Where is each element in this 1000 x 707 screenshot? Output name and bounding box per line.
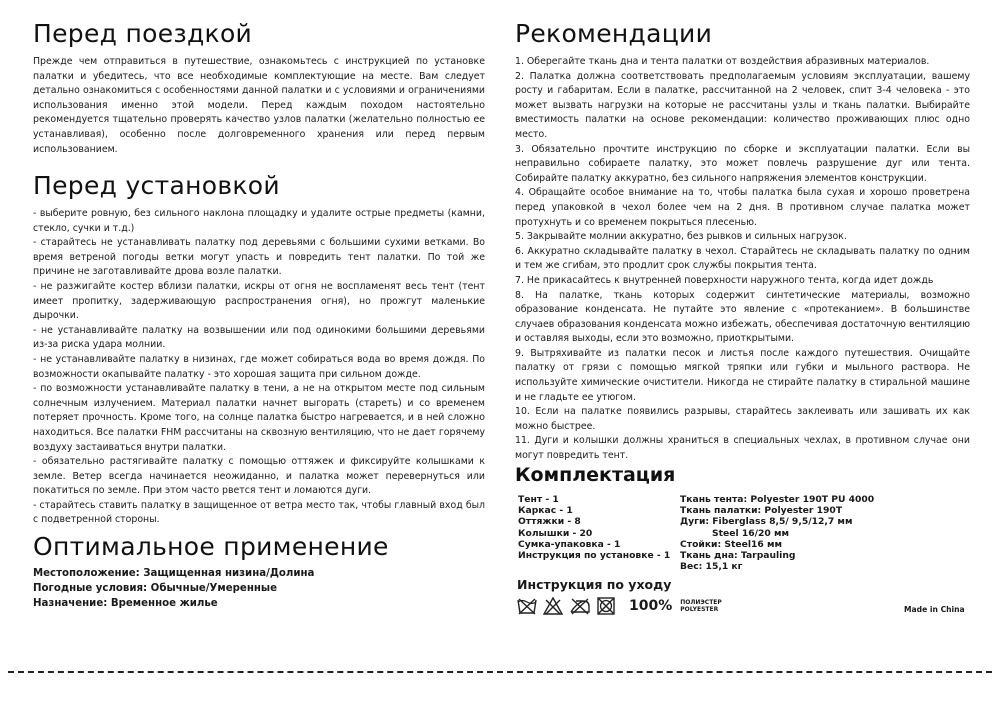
care-heading: Инструкция по уходу xyxy=(517,577,672,592)
no-iron-icon xyxy=(569,597,591,615)
kit-items-left xyxy=(518,494,670,561)
list-item: 1. Оберегайте ткань дна и тента палатки от воздействия абразивных материалов. xyxy=(515,56,930,67)
list-item: - не разжигайте костер вблизи палатки, искры от огня не воспламенят весь тент (тент имеет пропитку, задерживающую распространения огня), но прожгут маленькие дырочки. xyxy=(33,280,485,322)
kit-item: Сумка-упаковка - 1 xyxy=(518,538,621,550)
kit-spec: Дуги: Fiberglass 8,5/ 9,5/12,7 мм xyxy=(680,516,853,528)
material-percent: 100% xyxy=(629,598,673,614)
list-item: 8. На палатке, ткань которых содержит синтетические материалы, возможно образование конденсата. Не путайте это явление с «протеканием». В большинстве случаев образования конденсата можно избежать, обеспечивая достаточную вентиляцию и оставляя выходы, если это возможно, приоткрытыми. xyxy=(515,289,970,345)
list-item: 7. Не прикасайтесь к внутренней поверхности наружного тента, когда идет дождь xyxy=(515,274,934,286)
weather-line: Погодные условия: Обычные/Умеренные xyxy=(33,583,278,594)
kit-spec: Ткань дна: Tarpauling xyxy=(680,550,796,562)
kit-item: Колышки - 20 xyxy=(518,527,593,539)
kit-spec: Вес: 15,1 кг xyxy=(680,561,743,573)
list-item: 11. Дуги и колышки должны храниться в специальных чехлах, в противном случае они могут повредить тент. xyxy=(515,435,970,462)
kit-item: Оттяжки - 8 xyxy=(518,516,581,528)
list-item: - по возможности устанавливайте палатку в тени, а не на открытом месте под сильным солнечным излучением. Материал палатки начнет выгорать (стареть) и со временем потеряет прочность. Кроме того, на солнце палатка быстро нагревается, и в ней сложно находиться. Все палатки FHM рассчитаны на сквозную вентиляцию, что не дает горячему воздуху застаиваться внутри палатки. xyxy=(33,383,485,453)
list-item: - выберите ровную, без сильного наклона площадку и удалите острые предметы (камни, стекло, сучки и т.д.) xyxy=(33,208,485,234)
before-trip-heading: Перед поездкой xyxy=(33,19,253,48)
list-item: 6. Аккуратно складывайте палатку в чехол. Старайтесь не складывать палатку по одним и тем же сгибам, это продлит срок службы покрытия тента. xyxy=(515,245,970,272)
cut-line xyxy=(8,671,992,673)
list-item: - не устанавливайте палатку в низинах, где может собираться вода во время дождя. По возможности окапывайте палатку - это хорошая защита при сильном дожде. xyxy=(33,353,485,380)
optimal-use-heading: Оптимальное применение xyxy=(33,532,389,561)
kit-item: Каркас - 1 xyxy=(518,505,573,517)
kit-heading: Комплектация xyxy=(515,464,676,486)
material-ru: ПОЛИЭСТЕР xyxy=(680,599,722,606)
recommendations-list xyxy=(515,55,970,464)
optimal-use-list xyxy=(33,566,485,611)
kit-spec: Ткань тента: Polyester 190T PU 4000 xyxy=(680,494,875,505)
list-item: 5. Закрывайте молнии аккуратно, без рывков и сильных нагрузок. xyxy=(515,231,847,243)
kit-items-right xyxy=(680,494,874,572)
list-item: - старайтесь не устанавливать палатку под деревьями с большими сухими ветками. Во время ветреной погоды ветки могут упасть и повредить тент палатки. По той же причине не заготавливайте дрова возле палатки. xyxy=(33,237,485,278)
before-setup-heading: Перед установкой xyxy=(33,171,280,200)
before-trip-text: Прежде чем отправиться в путешествие, ознакомьтесь с инструкцией по установке палатки и убедитесь, что все необходимые комплектующие на месте. Вам следует детально ознакомиться с особенностями данной палатки и с условиями и ограничениями использования именно этой модели. Перед каждым походом настоятельно рекомендуется тщательно проверять качество узлов палатки (желательно полностью ее устанавливая), особенно после долговременного хранения или перед первым использованием. xyxy=(33,56,485,155)
kit-spec: Стойки: Steel16 мм xyxy=(680,538,782,550)
material-label xyxy=(680,599,722,613)
made-in-label: Made in China xyxy=(904,605,965,614)
list-item: - старайтесь ставить палатку в защищенное от ветра место так, чтобы главный вход был с подветренной стороны. xyxy=(33,499,485,526)
no-wash-icon xyxy=(517,597,537,615)
kit-item: Тент - 1 xyxy=(518,494,559,505)
before-setup-list xyxy=(33,207,485,528)
care-icons xyxy=(517,597,722,615)
list-item: 2. Палатка должна соответствовать предполагаемым условиям эксплуатации, вашему росту и габаритам. Если в палатке, рассчитанной на 2 человек, спит 3-4 человека - это может вызвать нагрузки на которые не рассчитаны узлы и ткань палатки. Выбирайте вместимость палатки на основе рекомендации: количество проживающих плюс одно место. xyxy=(515,70,970,140)
kit-item: Инструкция по установке - 1 xyxy=(518,550,671,562)
no-tumble-dry-icon xyxy=(597,597,615,615)
list-item: 3. Обязательно прочтите инструкцию по сборке и эксплуатации палатки. Если вы неправильно собираете палатку, это может повлечь разрушение дуг или тента. Собирайте палатку аккуратно, без сильного напряжения элементов конструкции. xyxy=(515,143,970,184)
list-item: - не устанавливайте палатку на возвышении или под одинокими большими деревьями из-за риска удара молнии. xyxy=(33,324,485,351)
list-item: - обязательно растягивайте палатку с помощью оттяжек и фиксируйте колышками к земле. Ветер всегда начинается неожиданно, и палатка может перевернуться или покатиться по земле. При этом часто рвется тент и ломаются дуги. xyxy=(33,456,485,497)
no-bleach-icon xyxy=(543,597,563,615)
kit-spec: Ткань палатки: Polyester 190T xyxy=(680,505,843,517)
location-line: Местоположение: Защищенная низина/Долина xyxy=(33,568,315,579)
material-en: POLYESTER xyxy=(680,606,719,613)
list-item: 4. Обращайте особое внимание на то, чтобы палатка была сухая и хорошо проветрена перед упаковкой в чехол более чем на 2 дня. В противном случае палатка может протухнуть и со временем покрыться плесенью. xyxy=(515,187,970,228)
list-item: 9. Вытряхивайте из палатки песок и листья после каждого путешествия. Очищайте палатку от грязи с помощью мягкой тряпки или губки и мыльного раствора. Не используйте химические очистители. Никогда не стирайте палатку в стиральной машине и не гладьте ее утюгом. xyxy=(515,347,970,403)
kit-spec: Steel 16/20 мм xyxy=(712,527,789,539)
recommendations-heading: Рекомендации xyxy=(515,19,713,48)
purpose-line: Назначение: Временное жилье xyxy=(33,598,218,609)
list-item: 10. Если на палатке появились разрывы, старайтесь заклеивать или зашивать их как можно быстрее. xyxy=(515,406,970,432)
